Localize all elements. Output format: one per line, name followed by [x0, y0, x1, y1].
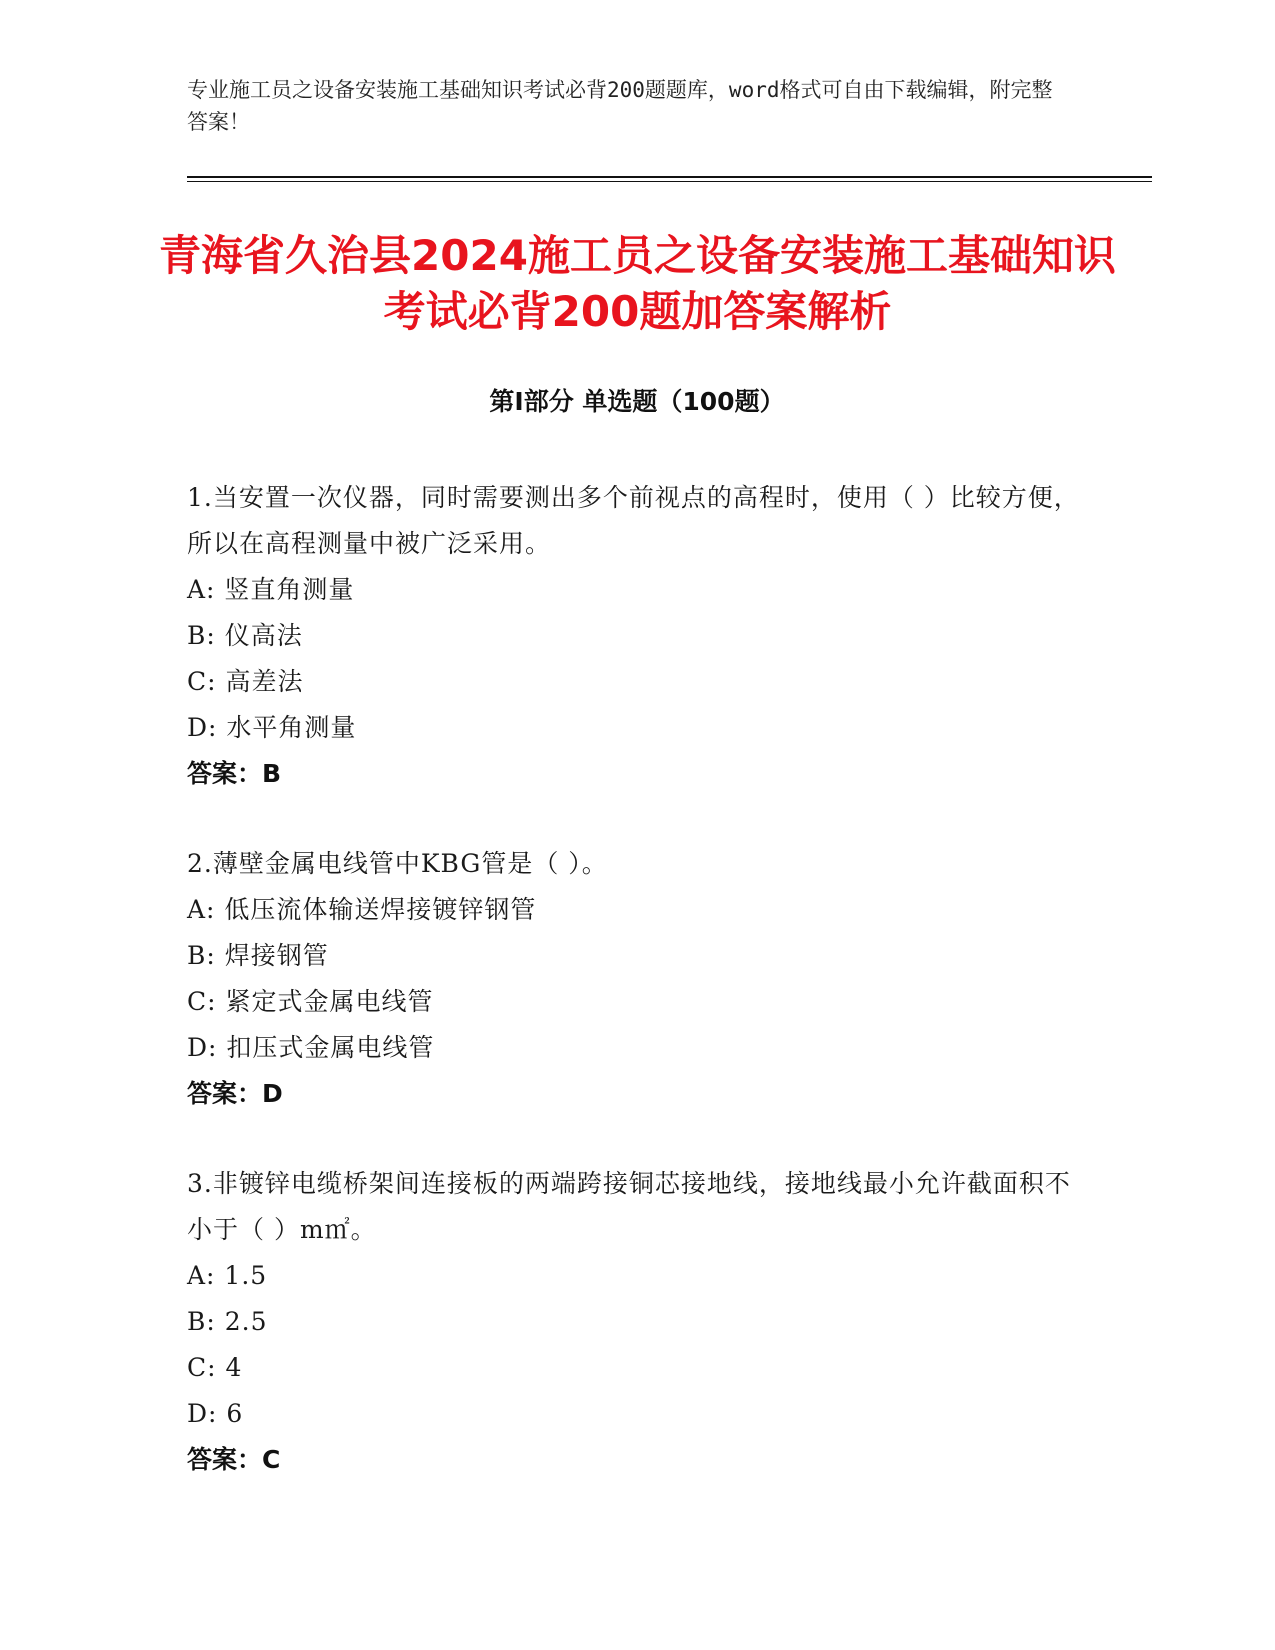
option-b: B: 仪高法	[187, 621, 303, 650]
question-3	[187, 1161, 1087, 1483]
option-d: D: 6	[187, 1399, 244, 1428]
header-divider	[187, 176, 1152, 178]
option-a: A: 竖直角测量	[187, 575, 355, 604]
question-1	[187, 475, 1087, 797]
question-2	[187, 841, 1087, 1117]
option-d: D: 扣压式金属电线管	[187, 1033, 435, 1062]
answer: 答案：C	[187, 1445, 281, 1474]
question-stem: 3.非镀锌电缆桥架间连接板的两端跨接铜芯接地线，接地线最小允许截面积不小于（ ）m㎡。	[187, 1169, 1071, 1244]
option-c: C: 4	[187, 1353, 243, 1382]
header-divider-thin	[187, 181, 1152, 182]
document-title: 青海省久治县2024施工员之设备安装施工基础知识考试必背200题加答案解析	[159, 231, 1116, 336]
option-c: C: 紧定式金属电线管	[187, 987, 434, 1016]
option-b: B: 2.5	[187, 1307, 268, 1336]
option-a: A: 1.5	[187, 1261, 268, 1290]
question-list	[187, 475, 1087, 1527]
option-a: A: 低压流体输送焊接镀锌钢管	[187, 895, 537, 924]
section-title: 第Ⅰ部分 单选题（100题）	[489, 387, 785, 416]
answer: 答案：D	[187, 1079, 283, 1108]
option-c: C: 高差法	[187, 667, 304, 696]
header-note: 专业施工员之设备安装施工基础知识考试必背200题题库，word格式可自由下载编辑，附完整答案！	[187, 78, 1053, 134]
option-d: D: 水平角测量	[187, 713, 357, 742]
question-stem: 1.当安置一次仪器，同时需要测出多个前视点的高程时，使用（ ）比较方便，所以在高程测量中被广泛采用。	[187, 483, 1080, 558]
option-b: B: 焊接钢管	[187, 941, 329, 970]
answer: 答案：B	[187, 759, 282, 788]
question-stem: 2.薄壁金属电线管中KBG管是（ ）。	[187, 849, 608, 878]
